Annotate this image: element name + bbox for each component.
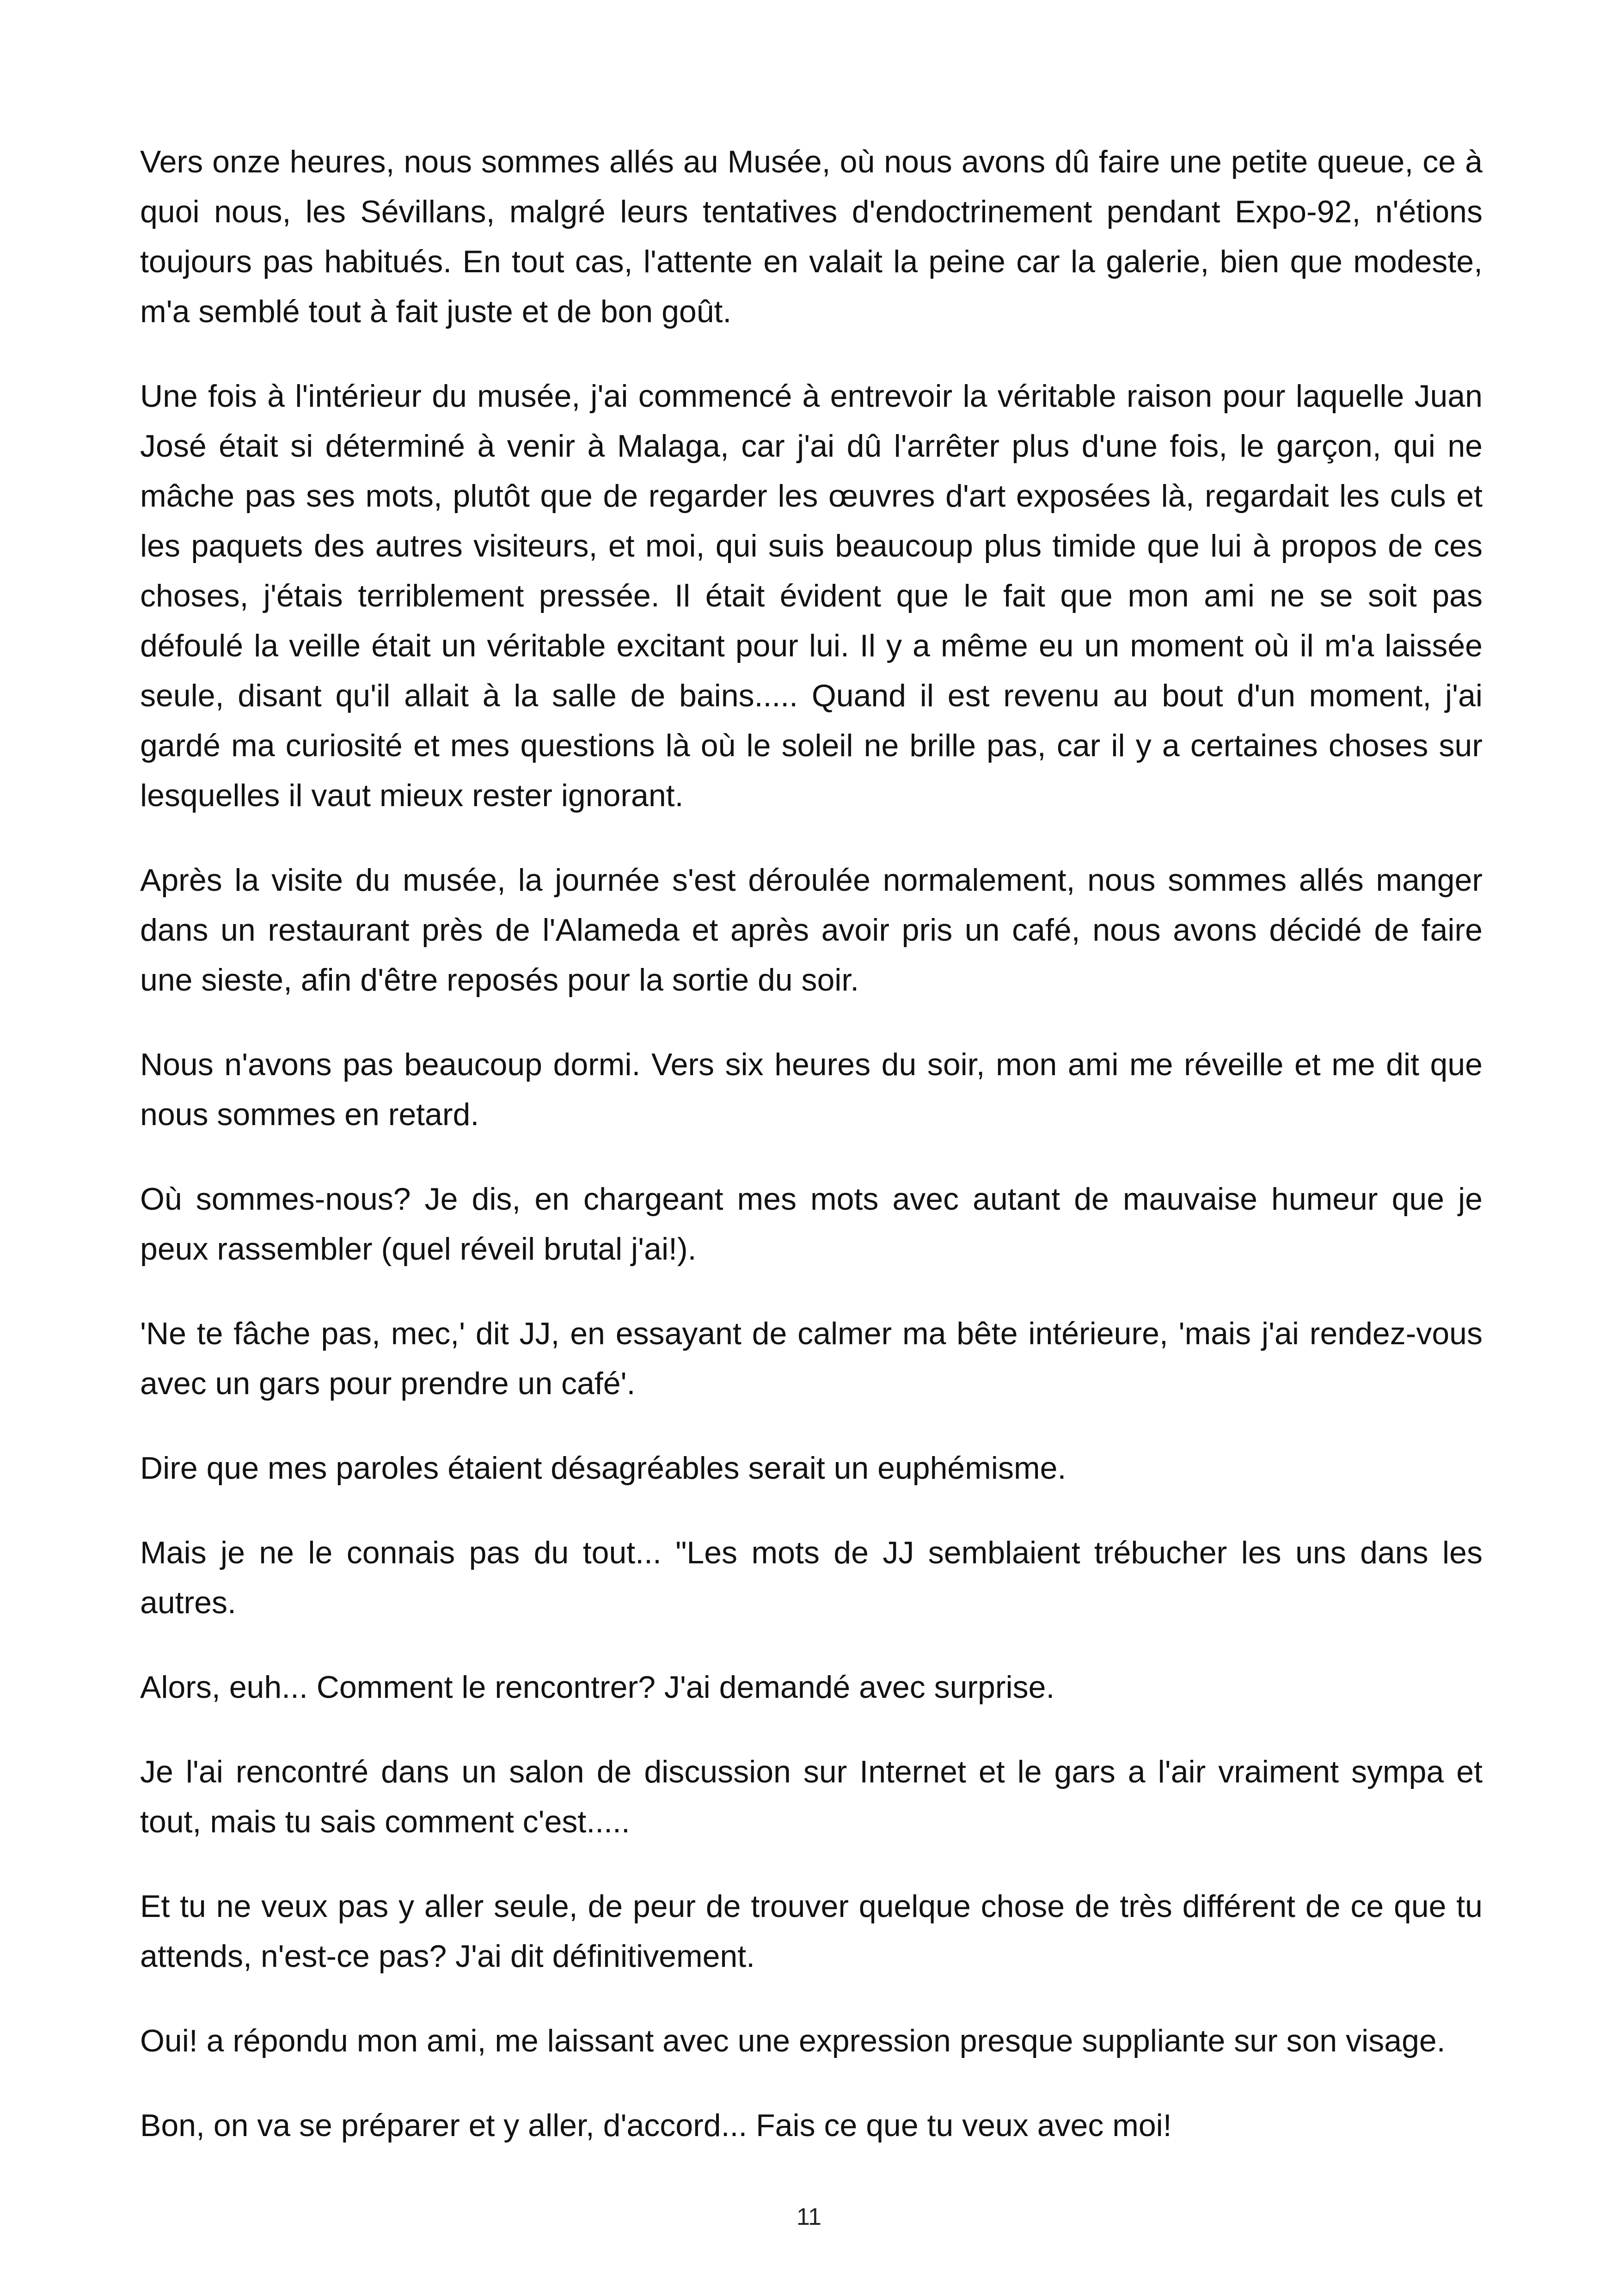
paragraph: Mais je ne le connais pas du tout... "Les mots de JJ semblaient trébucher les uns dans les autres. — [140, 1535, 1483, 1620]
paragraph: 'Ne te fâche pas, mec,' dit JJ, en essayant de calmer ma bête intérieure, 'mais j'ai rendez-vous avec un gars pour prendre un café'. — [140, 1316, 1483, 1401]
body-text — [140, 137, 1483, 2185]
paragraph: Nous n'avons pas beaucoup dormi. Vers six heures du soir, mon ami me réveille et me dit que nous sommes en retard. — [140, 1047, 1483, 1132]
page-number: 11 — [797, 2204, 821, 2230]
paragraph: Après la visite du musée, la journée s'est déroulée normalement, nous sommes allés manger dans un restaurant près de l'Alameda et après avoir pris un café, nous avons décidé de faire une sieste, afin d'être reposés pour la sortie du soir. — [140, 863, 1483, 998]
paragraph: Où sommes-nous? Je dis, en chargeant mes mots avec autant de mauvaise humeur que je peux rassembler (quel réveil brutal j'ai!). — [140, 1182, 1483, 1267]
paragraph: Dire que mes paroles étaient désagréables serait un euphémisme. — [140, 1451, 1066, 1486]
paragraph: Vers onze heures, nous sommes allés au Musée, où nous avons dû faire une petite queue, ce à quoi nous, les Sévillans, malgré leurs tentatives d'endoctrinement pendant Expo-92, n'étions toujours pas habitués. En tout cas, l'attente en valait la peine car la galerie, bien que modeste, m'a semblé tout à fait juste et de bon goût. — [140, 144, 1483, 329]
paragraph: Et tu ne veux pas y aller seule, de peur de trouver quelque chose de très différent de ce que tu attends, n'est-ce pas? J'ai dit définitivement. — [140, 1889, 1483, 1974]
paragraph: Je l'ai rencontré dans un salon de discussion sur Internet et le gars a l'air vraiment sympa et tout, mais tu sais comment c'est..... — [140, 1754, 1483, 1839]
paragraph: Alors, euh... Comment le rencontrer? J'ai demandé avec surprise. — [140, 1670, 1055, 1705]
paragraph: Oui! a répondu mon ami, me laissant avec une expression presque suppliante sur son visage. — [140, 2023, 1446, 2058]
paragraph: Bon, on va se préparer et y aller, d'accord... Fais ce que tu veux avec moi! — [140, 2108, 1172, 2143]
paragraph: Une fois à l'intérieur du musée, j'ai commencé à entrevoir la véritable raison pour laquelle Juan José était si déterminé à venir à Malaga, car j'ai dû l'arrêter plus d'une fois, le garçon, qui ne mâche pas ses mots, plutôt que de regarder les œuvres d'art exposées là, regardait les culs et les paquets des autres visiteurs, et moi, qui suis beaucoup plus timide que lui à propos de ces choses, j'étais terriblement pressée. Il était évident que le fait que mon ami ne se soit pas défoulé la veille était un véritable excitant pour lui. Il y a même eu un moment où il m'a laissée seule, disant qu'il allait à la salle de bains..... Quand il est revenu au bout d'un moment, j'ai gardé ma curiosité et mes questions là où le soleil ne brille pas, car il y a certaines choses sur lesquelles il vaut mieux rester ignorant. — [140, 379, 1483, 813]
